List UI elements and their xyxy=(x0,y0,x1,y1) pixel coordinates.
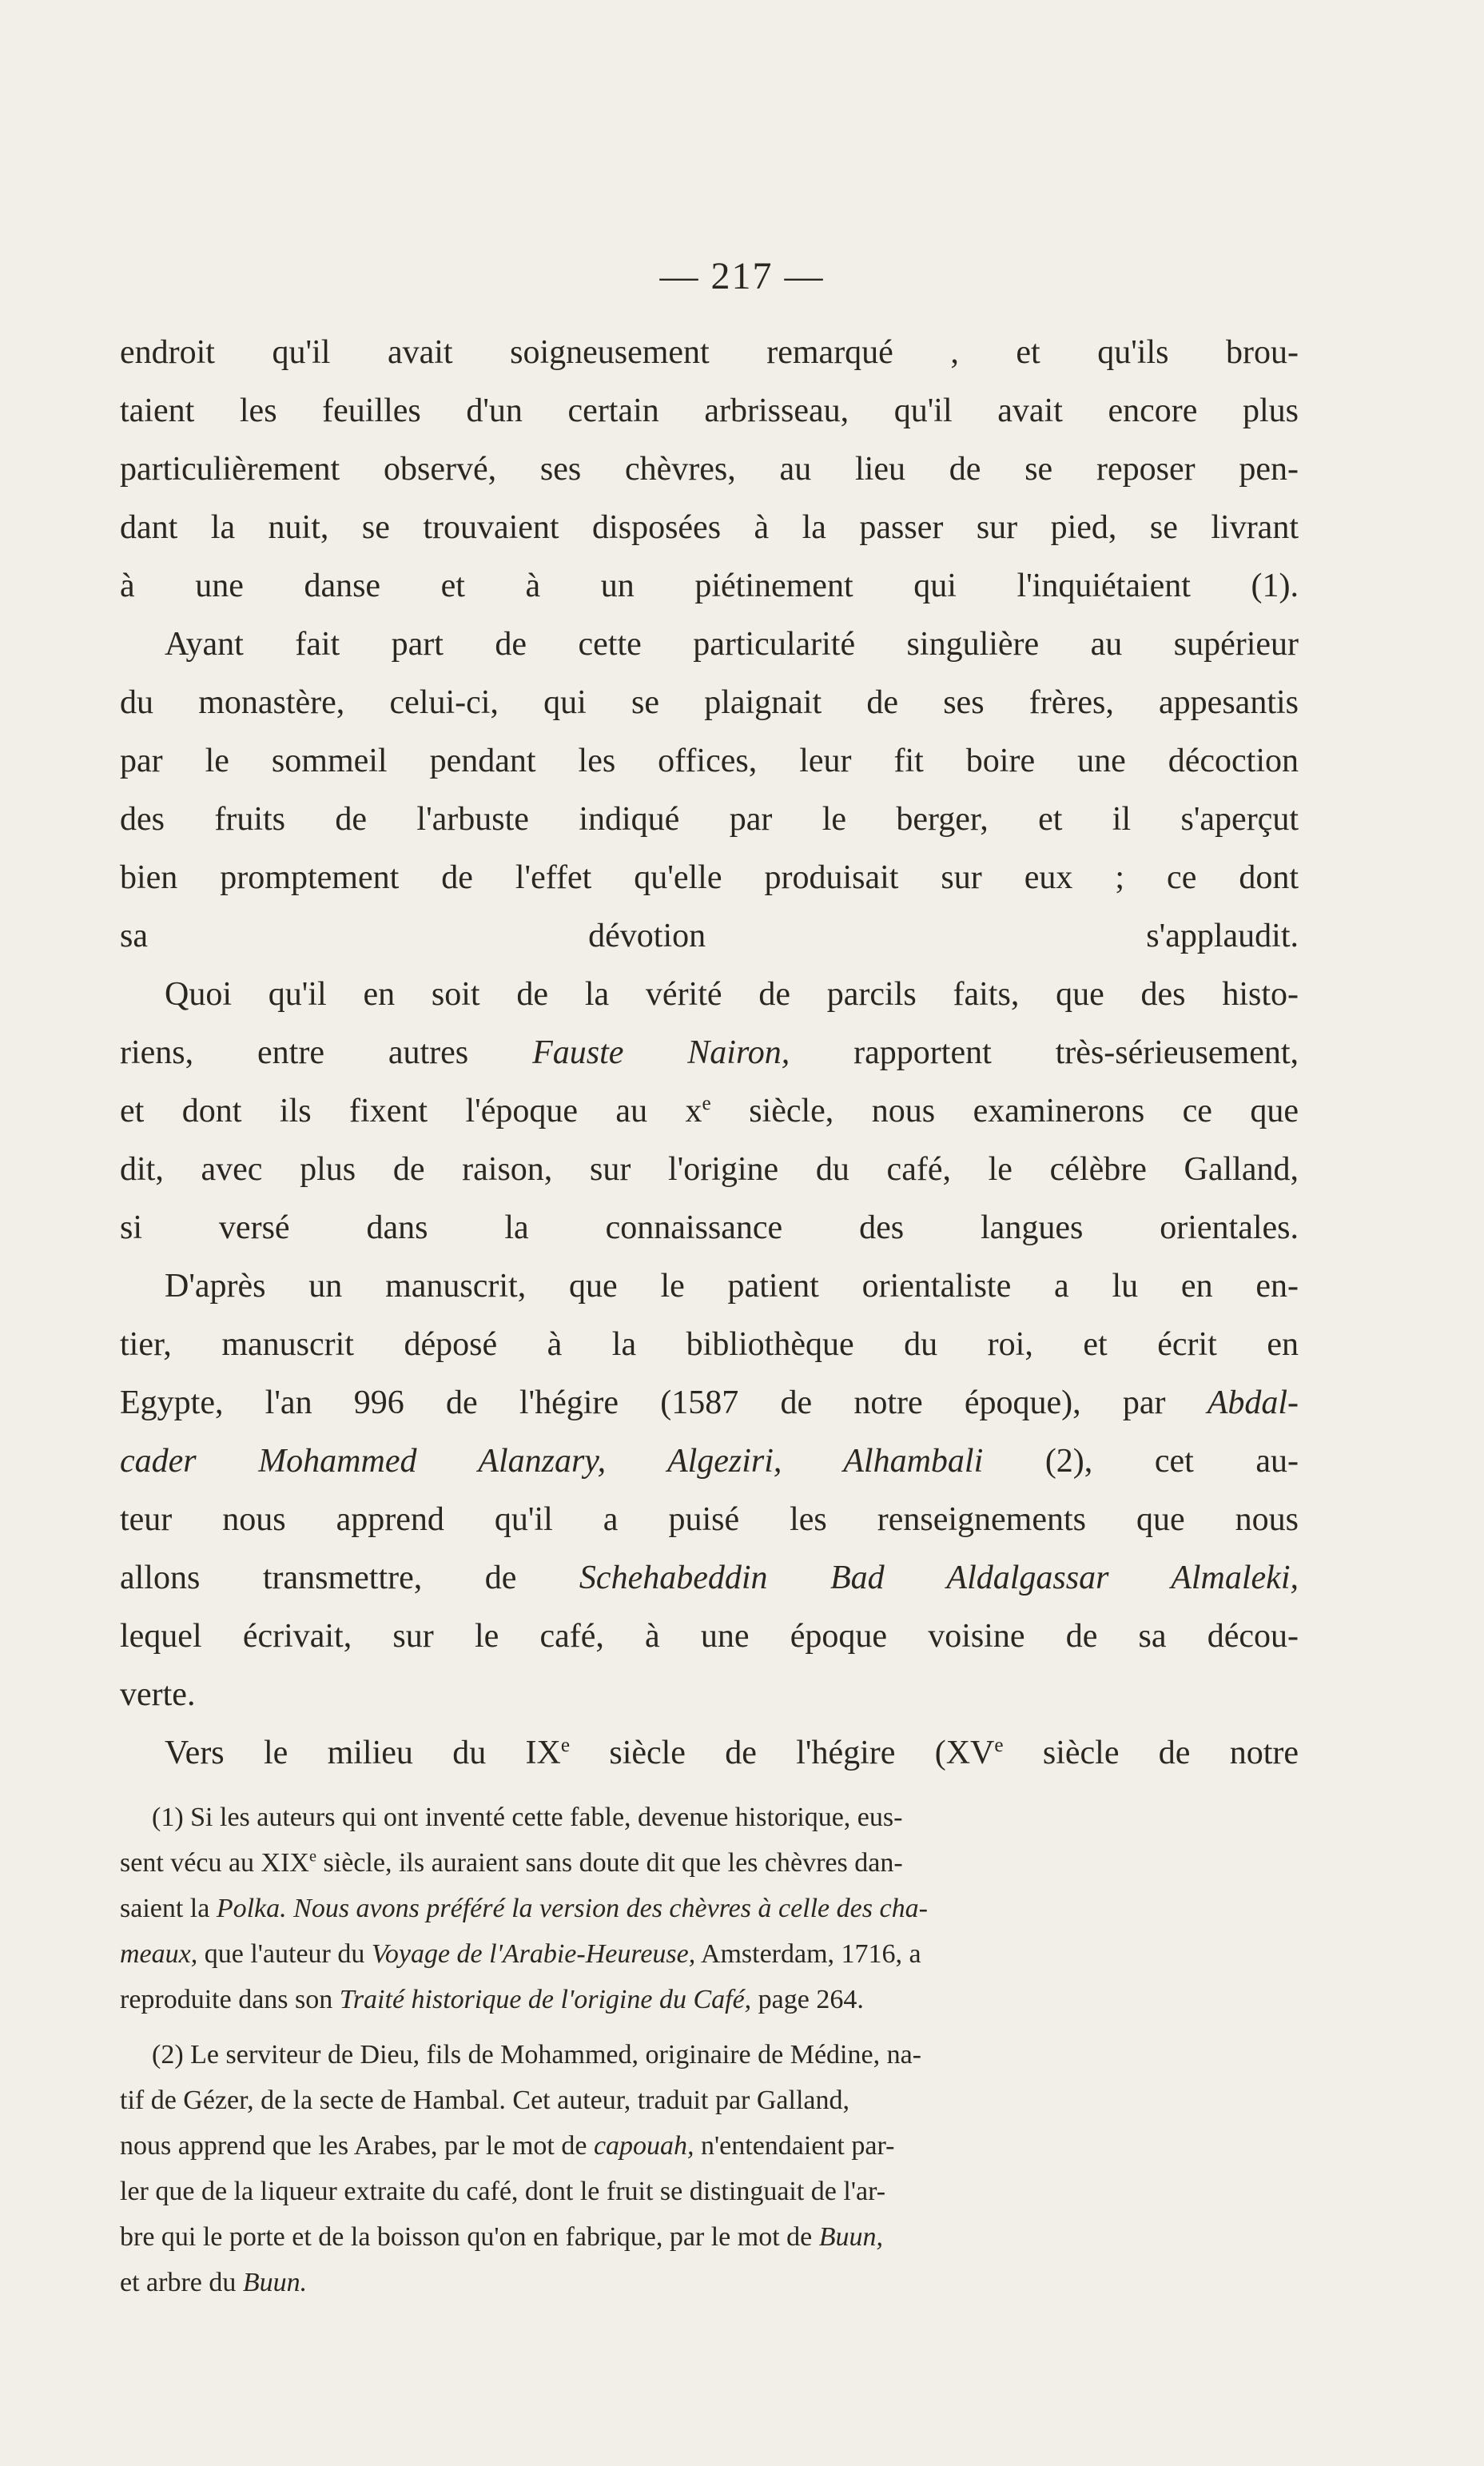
footnotes xyxy=(120,1795,1299,2305)
text-line: endroit qu'il avait soigneusement remarqué , et qu'ils brou- xyxy=(120,334,1299,371)
footnote-line: ler que de la liqueur extraite du café, dont le fruit se distinguait de l'ar- xyxy=(120,2177,886,2206)
main-text xyxy=(120,324,1299,1783)
text-line: des fruits de l'arbuste indiqué par le berger, et il s'aperçut xyxy=(120,801,1299,838)
text-line: tier, manuscrit déposé à la bibliothèque du roi, et écrit en xyxy=(120,1326,1299,1363)
superscript: e xyxy=(308,1847,317,1866)
footnote-line: tif de Gézer, de la secte de Hambal. Cet auteur, traduit par Galland, xyxy=(120,2086,849,2115)
text-segment: n'entendaient par- xyxy=(701,2131,895,2161)
superscript: e xyxy=(702,1093,711,1114)
text-line: dit, avec plus de raison, sur l'origine du café, le célèbre Galland, xyxy=(120,1151,1299,1188)
italic-text: Polka. Nous avons préféré la version des chèvres à celle des cha- xyxy=(216,1894,928,1923)
text-segment: siècle, nous examinerons ce que xyxy=(749,1093,1299,1129)
italic-text: Buun, xyxy=(818,2222,884,2252)
text-segment: nous apprend que les Arabes, par le mot de xyxy=(120,2131,587,2161)
text-line: D'après un manuscrit, que le patient orientaliste a lu en en- xyxy=(165,1268,1299,1305)
footnote-line: (2) Le serviteur de Dieu, fils de Mohammed, originaire de Médine, na- xyxy=(152,2040,922,2070)
text-segment: siècle de notre xyxy=(1042,1735,1299,1771)
text-line: Ayant fait part de cette particularité singulière au supérieur xyxy=(165,626,1299,663)
text-segment: Amsterdam, 1716, a xyxy=(700,1939,921,1969)
text-line xyxy=(120,1724,1299,1783)
text-segment: allons transmettre, de xyxy=(120,1560,517,1596)
text-line: Quoi qu'il en soit de la vérité de parcils faits, que des histo- xyxy=(165,976,1299,1013)
text-line xyxy=(120,1082,1299,1141)
text-line: particulièrement observé, ses chèvres, au lieu de se reposer pen- xyxy=(120,451,1299,488)
text-line xyxy=(120,1432,1299,1491)
footnote-line xyxy=(120,1840,1299,1886)
footnote-line xyxy=(120,2260,1299,2305)
italic-text: meaux, xyxy=(120,1939,198,1969)
italic-text: Buun. xyxy=(242,2268,308,2297)
text-line xyxy=(120,1549,1299,1607)
text-segment: riens, entre autres xyxy=(120,1034,469,1071)
italic-name: Schehabeddin Bad Aldalgassar Almaleki, xyxy=(579,1560,1299,1596)
italic-text: Traité historique de l'origine du Café, xyxy=(339,1985,752,2014)
text-line: verte. xyxy=(120,1676,196,1713)
superscript: e xyxy=(560,1735,571,1756)
italic-name: Abdal- xyxy=(1207,1384,1299,1421)
footnote xyxy=(120,1795,1299,2022)
text-segment: siècle, ils auraient sans doute dit que les chèvres dan- xyxy=(323,1848,903,1878)
roman-numeral: XV xyxy=(945,1735,995,1771)
roman-numeral: IX xyxy=(525,1735,561,1771)
footnote-line xyxy=(120,2123,1299,2169)
paragraph xyxy=(120,966,1299,1257)
italic-name: cader Mohammed Alanzary, Algeziri, Alhambali xyxy=(120,1443,984,1480)
text-segment: bre qui le porte et de la boisson qu'on en fabrique, par le mot de xyxy=(120,2222,813,2252)
footnote-line xyxy=(120,1977,1299,2022)
text-segment: Vers le milieu du xyxy=(165,1735,487,1771)
text-line: dant la nuit, se trouvaient disposées à la passer sur pied, se livrant xyxy=(120,509,1299,546)
footnote-line: (1) Si les auteurs qui ont inventé cette fable, devenue historique, eus- xyxy=(152,1803,903,1832)
text-line: à une danse et à un piétinement qui l'inquiétaient (1). xyxy=(120,568,1299,604)
text-segment: sent vécu au xyxy=(120,1848,255,1878)
text-segment: Egypte, l'an 996 de l'hégire (1587 de notre époque), par xyxy=(120,1384,1166,1421)
text-segment: (2), cet au- xyxy=(1044,1443,1299,1480)
paragraph xyxy=(120,324,1299,616)
paragraph xyxy=(120,1257,1299,1724)
text-line: par le sommeil pendant les offices, leur fit boire une décoction xyxy=(120,743,1299,779)
text-segment: reproduite dans son xyxy=(120,1985,333,2014)
paragraph xyxy=(120,1724,1299,1783)
text-line: si versé dans la connaissance des langues orientales. xyxy=(120,1209,1299,1246)
page-number: — 217 — xyxy=(659,255,825,297)
text-segment: saient la xyxy=(120,1894,210,1923)
text-line: lequel écrivait, sur le café, à une époque voisine de sa décou- xyxy=(120,1618,1299,1655)
text-line: taient les feuilles d'un certain arbrisseau, qu'il avait encore plus xyxy=(120,392,1299,429)
text-segment: que l'auteur du xyxy=(204,1939,365,1969)
paragraph xyxy=(120,616,1299,966)
text-line xyxy=(120,1374,1299,1432)
footnote-line xyxy=(120,1886,1299,1931)
text-segment: et dont ils fixent l'époque au x xyxy=(120,1093,702,1129)
roman-numeral: XIX xyxy=(261,1848,309,1878)
italic-name: Fauste Nairon, xyxy=(532,1034,790,1071)
text-segment: et arbre du xyxy=(120,2268,237,2297)
footnote xyxy=(120,2032,1299,2305)
footnote-line xyxy=(120,1931,1299,1977)
text-line: sa dévotion s'applaudit. xyxy=(120,918,1299,954)
text-line: bien promptement de l'effet qu'elle produisait sur eux ; ce dont xyxy=(120,859,1299,896)
footnote-line xyxy=(120,2214,1299,2260)
text-segment: rapportent très-sérieusement, xyxy=(853,1034,1299,1071)
superscript: e xyxy=(994,1735,1004,1756)
text-line: du monastère, celui-ci, qui se plaignait de ses frères, appesantis xyxy=(120,684,1299,721)
italic-text: capouah, xyxy=(593,2131,694,2161)
text-segment: page 264. xyxy=(758,1985,864,2014)
text-line: teur nous apprend qu'il a puisé les renseignements que nous xyxy=(120,1501,1299,1538)
italic-text: Voyage de l'Arabie-Heureuse, xyxy=(371,1939,696,1969)
text-segment: siècle de l'hégire ( xyxy=(609,1735,946,1771)
text-line xyxy=(120,1024,1299,1082)
